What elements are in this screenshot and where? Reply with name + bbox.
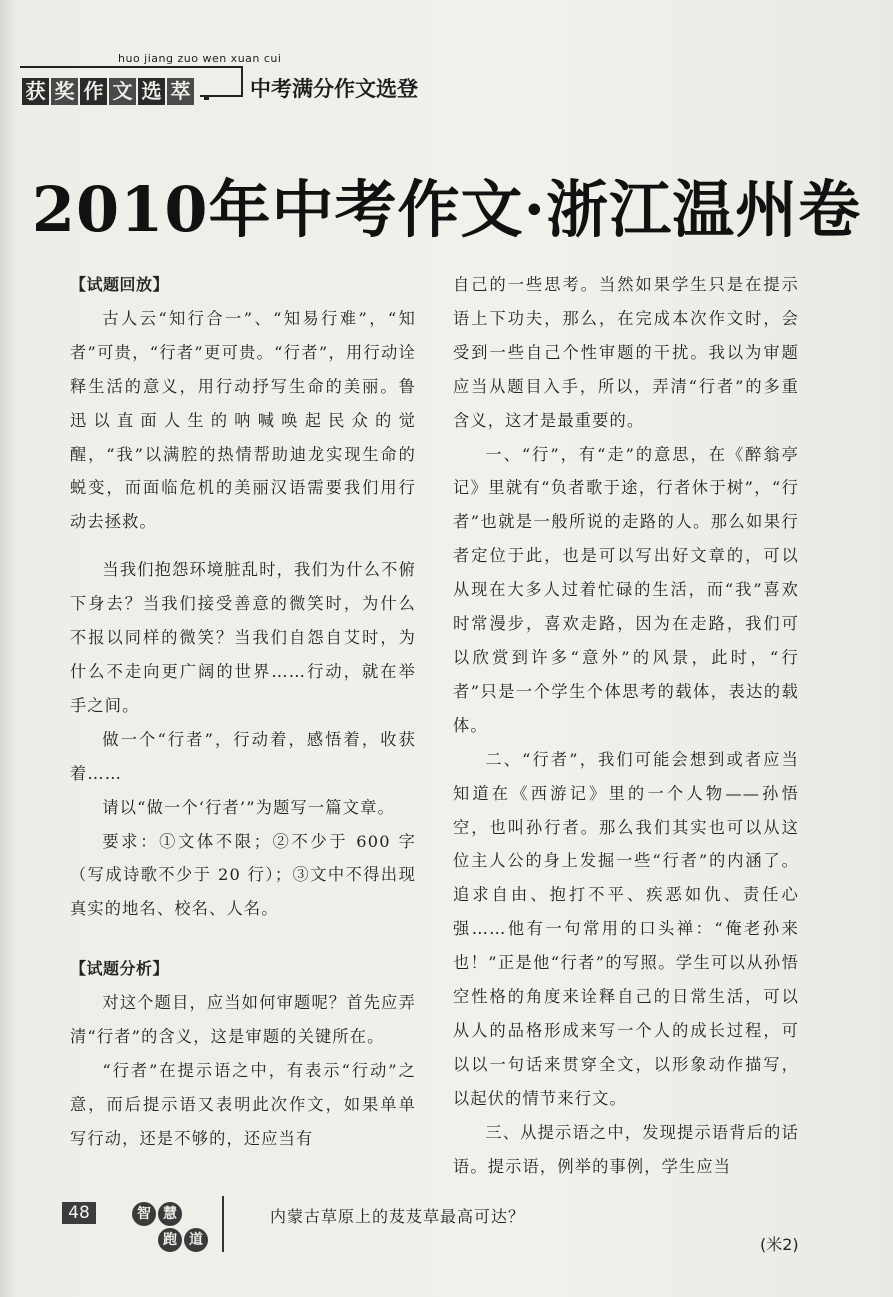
right-column (453, 268, 799, 1183)
logo-char: 作 (80, 78, 107, 105)
logo-char: 文 (109, 78, 136, 105)
paragraph: 请以“做一个‘行者’”为题写一篇文章。 (102, 797, 395, 817)
section-label: 中考满分作文选登 (250, 77, 418, 101)
paragraph: 二、“行者”，我们可能会想到或者应当知道在《西游记》里的一个人物——孙悟空，也叫孙行者。那么我们其实也可以从这位主人公的身上发掘一些“行者”的内涵了。追求自由、抱打不平、疾恶如仇、责任心强……他有一句常用的口头禅：“俺老孙来也！”正是他“行者”的写照。学生可以从孙悟空性格的角度来诠释自己的日常生活，可以从人的品格形成来写一个人的成长过程，可以以一句话来贯穿全文，以形象动作描写，以起伏的情节来行文。 (453, 749, 799, 1108)
paragraph: 古人云“知行合一”、“知易行难”，“知者”可贵，“行者”更可贵。“行者”，用行动诠释生活的意义，用行动抒写生命的美丽。鲁迅以直面人生的呐喊唤起民众的觉醒，“我”以满腔的热情帮助迪龙实现生命的蜕变，而面临危机的美丽汉语需要我们用行动去拯救。 (70, 308, 416, 532)
footer-answer-mark: (米2) (760, 1235, 799, 1254)
heading-question-review: 【试题回放】 (70, 275, 170, 294)
paragraph: 自己的一些思考。当然如果学生只是在提示语上下功夫，那么，在完成本次作文时，会受到一些自己个性审题的干扰。我以为审题应当从题目入手，所以，弄清“行者”的多重含义，这才是最重要的。 (453, 275, 799, 430)
column-logo (22, 78, 194, 105)
footer-badge: 慧 (158, 1202, 182, 1226)
paragraph: 一、“行”，有“走”的意思，在《醉翁亭记》里就有“负者歌于途，行者休于树”，“行者”也就是一般所说的走路的人。那么如果行者定位于此，也是可以写出好文章的，可以从现在大多人过着忙碌的生活，而“我”喜欢时常漫步，喜欢走路，因为在走路，我们可以欣赏到许多“意外”的风景，此时，“行者”只是一个学生个体思考的载体，表达的载体。 (453, 444, 799, 735)
paragraph: “行者”在提示语之中，有表示“行动”之意，而后提示语又表明此次作文，如果单单写行动，还是不够的，还应当有 (70, 1060, 416, 1148)
footer-badge: 道 (184, 1228, 208, 1252)
logo-char: 获 (22, 78, 49, 105)
footer-question: 内蒙古草原上的芨芨草最高可达？ (270, 1207, 526, 1226)
header-dot (204, 95, 209, 100)
header-pinyin: huo jiang zuo wen xuan cui (118, 52, 282, 65)
paragraph: 三、从提示语之中，发现提示语背后的话语。提示语，例举的事例，学生应当 (453, 1122, 799, 1176)
paragraph: 对这个题目，应当如何审题呢？首先应弄清“行者”的含义，这是审题的关键所在。 (70, 993, 416, 1047)
paragraph: 做一个“行者”，行动着，感悟着，收获着…… (70, 729, 416, 783)
header-rule (20, 66, 242, 68)
left-column (70, 268, 416, 1156)
logo-char: 奖 (51, 78, 78, 105)
paragraph: 当我们抱怨环境脏乱时，我们为什么不俯下身去？当我们接受善意的微笑时，为什么不报以同样的微笑？当我们自怨自艾时，为什么不走向更广阔的世界……行动，就在举手之间。 (70, 560, 416, 715)
footer-badge: 跑 (158, 1228, 182, 1252)
logo-char: 选 (138, 78, 165, 105)
logo-char: 萃 (167, 78, 194, 105)
paragraph: 要求：①文体不限；②不少于 600 字（写成诗歌不少于 20 行）；③文中不得出现真实的地名、校名、人名。 (70, 831, 416, 919)
page-title: 2010年中考作文·浙江温州卷 (31, 173, 862, 246)
header-vertical-bar (241, 66, 243, 96)
footer-divider (222, 1196, 224, 1252)
footer-badge: 智 (132, 1202, 156, 1226)
page-number: 48 (62, 1202, 96, 1224)
heading-question-analysis: 【试题分析】 (70, 959, 170, 979)
